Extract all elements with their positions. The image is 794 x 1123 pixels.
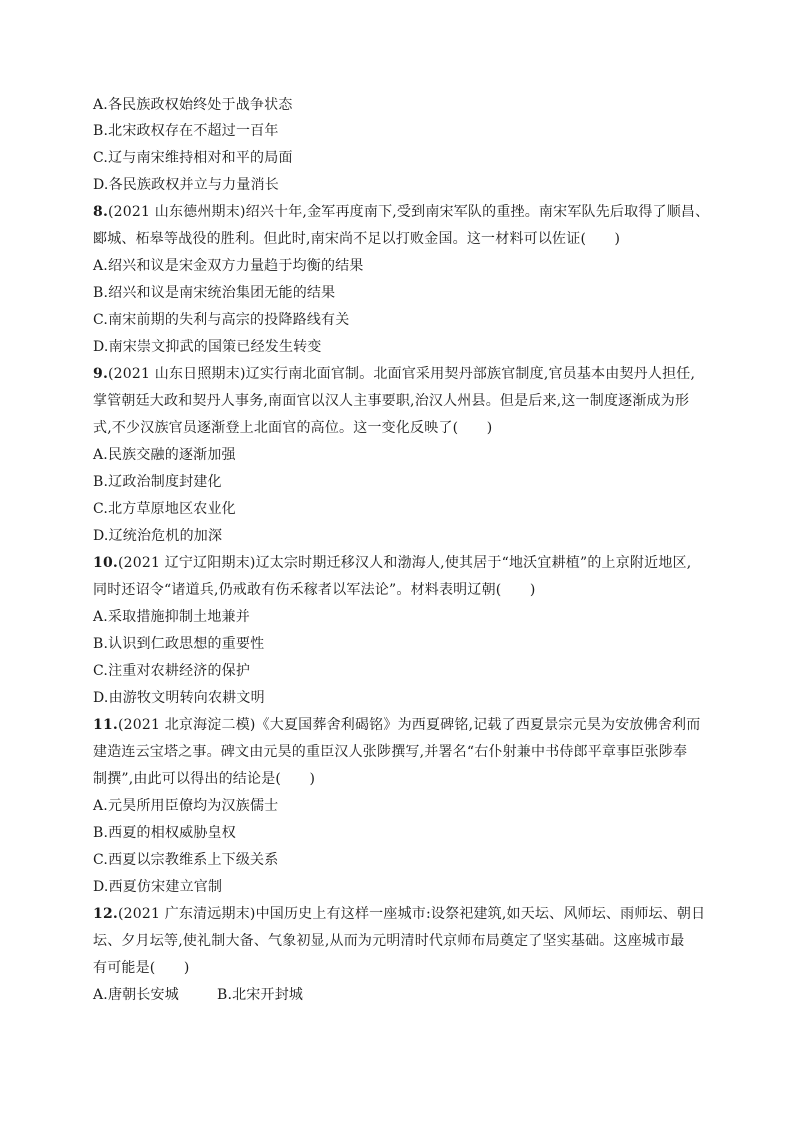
q10-number: 10.: [93, 555, 118, 571]
q11-number: 11.: [93, 717, 118, 733]
q9-option-c: C.北方草原地区农业化: [93, 501, 236, 517]
q9-stem-line-2: 掌管朝廷大政和契丹人事务,南面官以汉人主事要职,治汉人州县。但是后来,这一制度逐渐成为形: [93, 393, 690, 409]
q8-option-b: B.绍兴和议是南宋统治集团无能的结果: [93, 285, 336, 301]
q8-number: 8.: [93, 204, 109, 220]
q10-option-c: C.注重对农耕经济的保护: [93, 663, 251, 679]
q8-option-c: C.南宋前期的失利与高宗的投降路线有关: [93, 312, 350, 328]
q9-option-d: D.辽统治危机的加深: [93, 528, 223, 544]
q7-option-d: D.各民族政权并立与力量消长: [93, 177, 279, 193]
q11-stem-line-1: [93, 715, 700, 735]
q7-option-a: A.各民族政权始终处于战争状态: [93, 97, 293, 113]
q7-option-c: C.辽与南宋维持相对和平的局面: [93, 150, 293, 166]
q10-stem-line-2: 同时还诏令“诸道兵,仍戒敢有伤禾稼者以军法论”。材料表明辽朝( ): [93, 582, 536, 598]
q12-options-row: [93, 985, 303, 1005]
q12-stem-line-1: [93, 904, 705, 924]
q11-option-c: C.西夏以宗教维系上下级关系: [93, 852, 279, 868]
q12-option-b: B.北宋开封城: [216, 987, 304, 1003]
q10-option-a: A.采取措施抑制土地兼并: [93, 609, 250, 625]
q8-option-a: A.绍兴和议是宋金双方力量趋于均衡的结果: [93, 258, 364, 274]
q12-stem-line-3: 有可能是( ): [93, 960, 190, 976]
q10-option-b: B.认识到仁政思想的重要性: [93, 636, 265, 652]
q11-stem-text: (2021 北京海淀二模)《大夏国葬舍利碣铭》为西夏碑铭,记载了西夏景宗元昊为安放佛舍利而: [117, 717, 701, 733]
q10-stem-line-1: [93, 553, 691, 573]
q8-stem-line-2: 郾城、柘皋等战役的胜利。但此时,南宋尚不足以打败金国。这一材料可以佐证( ): [93, 231, 621, 247]
q11-stem-line-3: 制撰”,由此可以得出的结论是( ): [93, 771, 316, 787]
q9-option-a: A.民族交融的逐渐加强: [93, 447, 236, 463]
q8-stem-text: (2021 山东德州期末)绍兴十年,金军再度南下,受到南宋军队的重挫。南宋军队先后取得了顺昌、: [108, 204, 710, 220]
q7-option-b: B.北宋政权存在不超过一百年: [93, 123, 279, 139]
q11-option-b: B.西夏的相权威胁皇权: [93, 825, 236, 841]
q10-stem-text: (2021 辽宁辽阳期末)辽太宗时期迁移汉人和渤海人,使其居于“地沃宜耕植”的上京附近地区,: [117, 555, 692, 571]
q9-option-b: B.辽政治制度封建化: [93, 474, 222, 490]
q9-stem-line-1: [93, 364, 695, 384]
q10-option-d: D.由游牧文明转向农耕文明: [93, 690, 265, 706]
q11-option-a: A.元昊所用臣僚均为汉族儒士: [93, 798, 279, 814]
q9-stem-text: (2021 山东日照期末)辽实行南北面官制。北面官采用契丹部族官制度,官员基本由契丹人担任,: [108, 366, 696, 382]
q12-stem-line-2: 坛、夕月坛等,使礼制大备、气象初显,从而为元明清时代京师布局奠定了坚实基础。这座城市最: [93, 933, 685, 949]
q12-stem-text: (2021 广东清远期末)中国历史上有这样一座城市:设祭祀建筑,如天坛、风师坛、雨师坛、朝日: [117, 906, 706, 922]
q11-stem-line-2: 建造连云宝塔之事。碑文由元昊的重臣汉人张陟撰写,并署名“右仆射兼中书侍郎平章事臣张陟奉: [93, 744, 688, 760]
q9-number: 9.: [93, 366, 109, 382]
q9-stem-line-3: 式,不少汉族官员逐渐登上北面官的高位。这一变化反映了( ): [93, 420, 493, 436]
q8-stem-line-1: [93, 202, 709, 222]
q11-option-d: D.西夏仿宋建立官制: [93, 879, 223, 895]
q12-option-a: A.唐朝长安城: [93, 987, 179, 1003]
q8-option-d: D.南宋崇文抑武的国策已经发生转变: [93, 339, 322, 355]
q12-number: 12.: [93, 906, 118, 922]
